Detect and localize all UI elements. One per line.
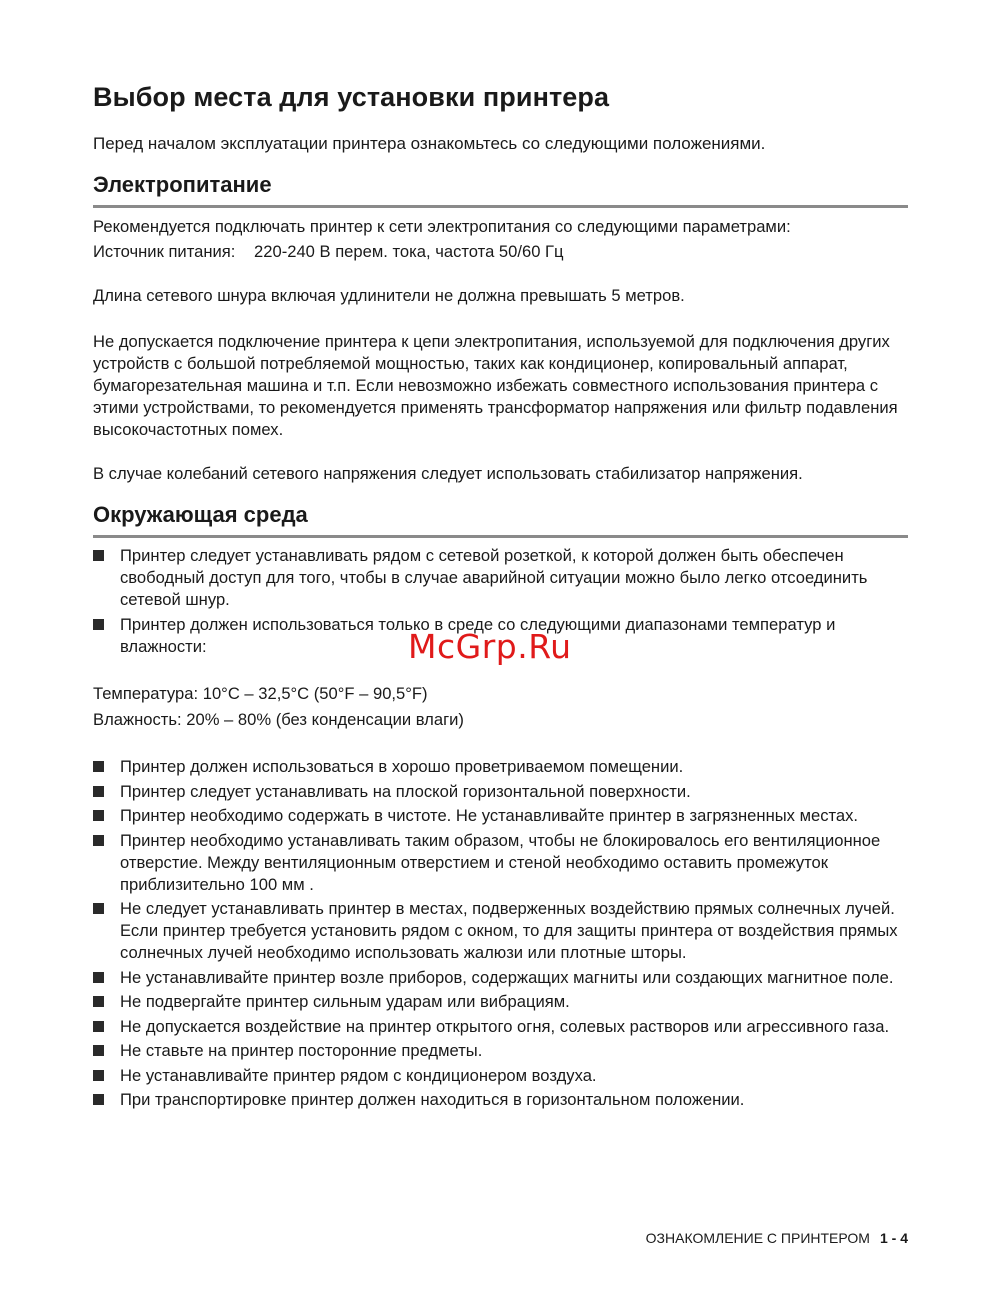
environment-bullets-b: [93, 756, 908, 1114]
list-item: Принтер следует устанавливать на плоской горизонтальной поверхности.: [93, 781, 908, 803]
list-item: Не допускается воздействие на принтер открытого огня, солевых растворов или агрессивного газа.: [93, 1016, 908, 1038]
bullet-square-icon: [93, 1070, 104, 1081]
power-source-label: Источник питания:: [93, 242, 236, 261]
list-item: Не устанавливайте принтер рядом с кондиционером воздуха.: [93, 1065, 908, 1087]
list-item: Не следует устанавливать принтер в местах, подверженных воздействию прямых солнечных лучей. Если принтер требуется установить рядом с окном, то для защиты принтера от воздействия прямых солнечных лучей необходимо использовать жалюзи или плотные шторы.: [93, 898, 908, 964]
bullet-square-icon: [93, 996, 104, 1007]
list-item: При транспортировке принтер должен находиться в горизонтальном положении.: [93, 1089, 908, 1111]
list-item: Принтер необходимо содержать в чистоте. Не устанавливайте принтер в загрязненных местах.: [93, 805, 908, 827]
power-source-line: [93, 241, 908, 263]
list-item: Не подвергайте принтер сильным ударам или вибрациям.: [93, 991, 908, 1013]
list-item: Не ставьте на принтер посторонние предметы.: [93, 1040, 908, 1062]
temperature-text: Температура: 10°C – 32,5°C (50°F – 90,5°F): [93, 684, 428, 703]
bullet-square-icon: [93, 786, 104, 797]
bullet-square-icon: [93, 1021, 104, 1032]
list-item: Принтер должен использоваться только в среде со следующими диапазонами температур и влажности:: [93, 614, 908, 658]
bullet-square-icon: [93, 972, 104, 983]
bullet-square-icon: [93, 1094, 104, 1105]
power-recommend-text: Рекомендуется подключать принтер к сети электропитания со следующими параметрами:: [93, 217, 791, 236]
intro-text: Перед началом эксплуатации принтера ознакомьтесь со следующими положениями.: [93, 134, 766, 153]
bullet-square-icon: [93, 1045, 104, 1056]
list-item: Принтер должен использоваться в хорошо проветриваемом помещении.: [93, 756, 908, 778]
humidity-text: Влажность: 20% – 80% (без конденсации влаги): [93, 710, 464, 729]
bullet-square-icon: [93, 810, 104, 821]
bullet-square-icon: [93, 903, 104, 914]
list-item: Принтер следует устанавливать рядом с сетевой розеткой, к которой должен быть обеспечен свободный доступ для того, чтобы в случае аварийной ситуации можно было легко отсоединить сетевой шнур.: [93, 545, 908, 611]
environment-heading: Окружающая среда: [93, 502, 908, 538]
list-item: Не устанавливайте принтер возле приборов, содержащих магниты или создающих магнитное поле.: [93, 967, 908, 989]
power-cord-text: Длина сетевого шнура включая удлинители не должна превышать 5 метров.: [93, 286, 685, 305]
power-shared-circuit-text: Не допускается подключение принтера к цепи электропитания, используемой для подключения других устройств с большой потребляемой мощностью, таких как кондиционер, копировальный аппарат, бумагорезательная машина и т.п. Если невозможно избежать совместного использования принтера с этими устройствами, то рекомендуется применять трансформатор напряжения или фильтр подавления высокочастотных помех.: [93, 332, 898, 439]
bullet-square-icon: [93, 761, 104, 772]
page-footer: [646, 1230, 908, 1246]
power-source-value: 220-240 В перем. тока, частота 50/60 Гц: [254, 242, 564, 261]
power-stabilizer-text: В случае колебаний сетевого напряжения следует использовать стабилизатор напряжения.: [93, 464, 803, 483]
page-number: 1 - 4: [879, 1230, 908, 1246]
watermark-text: McGrp.Ru: [408, 627, 572, 666]
list-item: Принтер необходимо устанавливать таким образом, чтобы не блокировалось его вентиляционное отверстие. Между вентиляционным отверстием и стеной необходимо оставить промежуток приблизительно 100 мм .: [93, 830, 908, 896]
bullet-square-icon: [93, 619, 104, 630]
bullet-square-icon: [93, 835, 104, 846]
bullet-square-icon: [93, 550, 104, 561]
power-heading: Электропитание: [93, 172, 908, 208]
footer-section-label: ОЗНАКОМЛЕНИЕ С ПРИНТЕРОМ: [645, 1230, 870, 1246]
page-title: Выбор места для установки принтера: [93, 82, 610, 112]
